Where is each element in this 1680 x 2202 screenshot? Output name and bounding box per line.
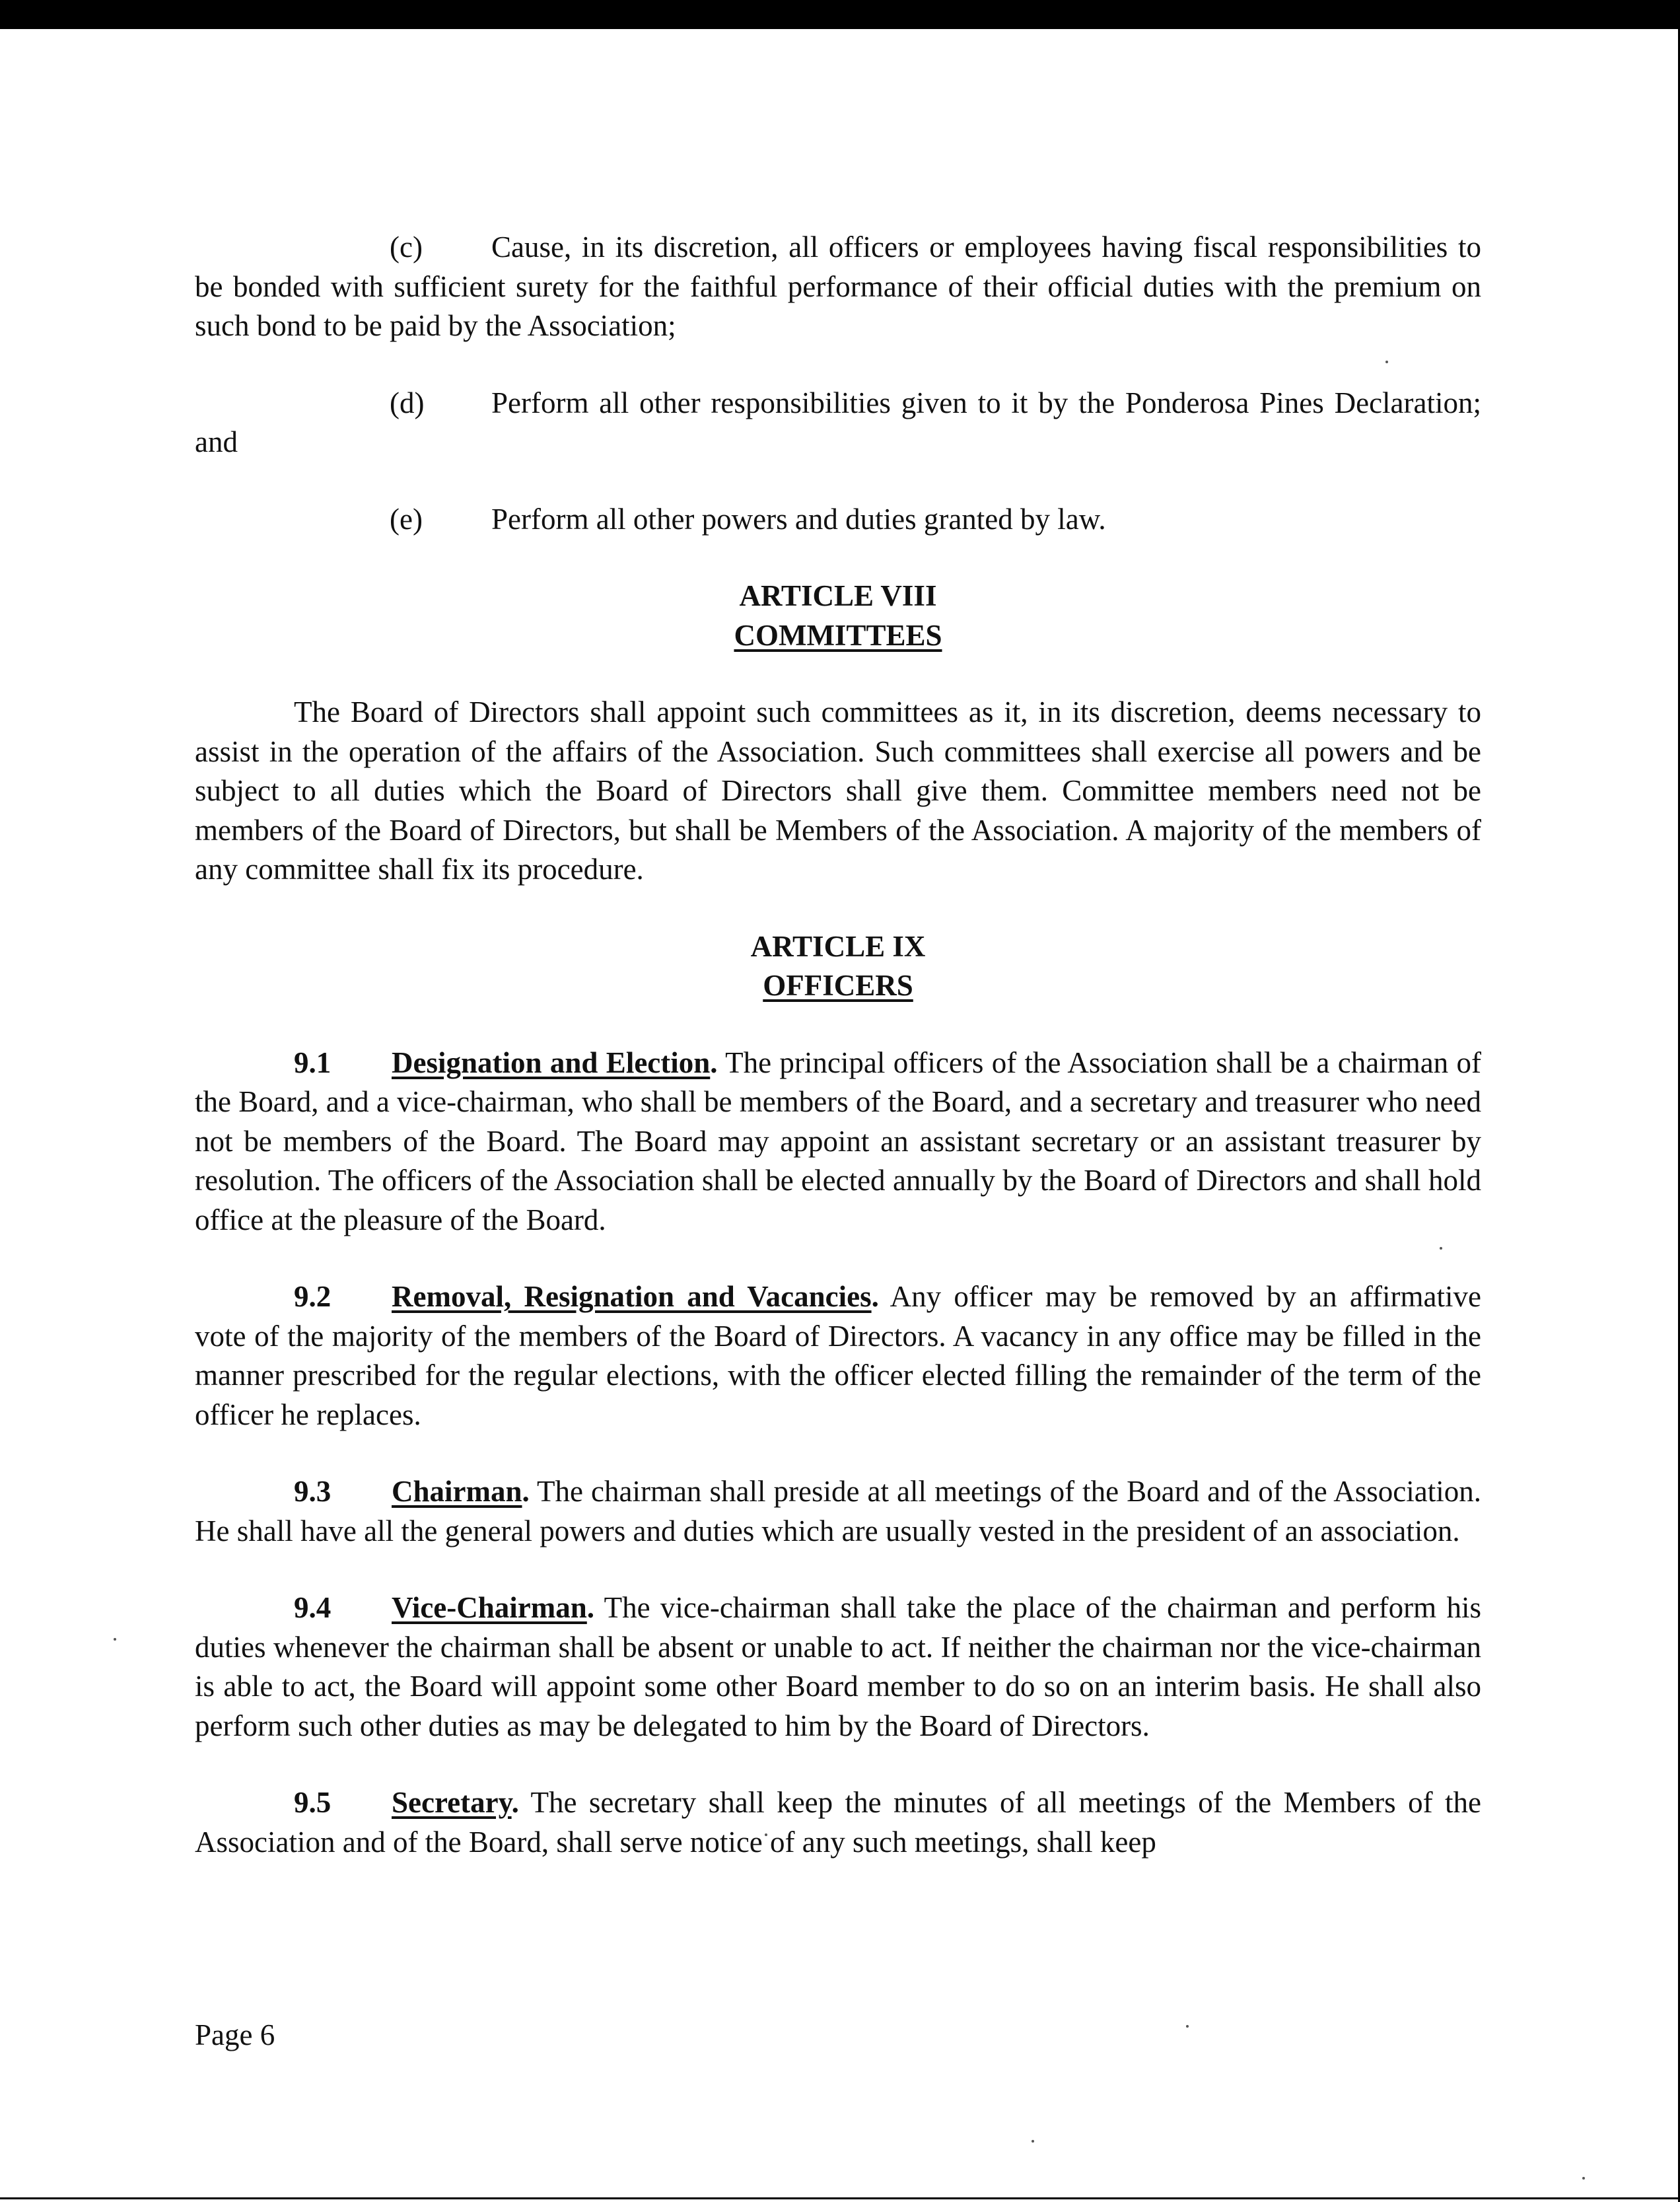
scan-border-top [0,0,1680,29]
section-9-2: 9.2 Removal, Resignation and Vacancies. Any officer may be removed by an affirmative vote of the majority of the members of the Board of Directors. A vacancy in any office may be filled in the manner prescribed for the regular elections, with the officer elected filling the remainder of the term of the officer he replaces. [195,1277,1481,1435]
scan-speck [1032,2140,1034,2143]
section-title: Secretary [392,1786,512,1819]
scan-speck [1582,2177,1585,2180]
section-text: The vice-chairman shall take the place of the chairman and perform his duties whenever the chairman shall be absent or unable to act. If neither the chairman nor the vice-chairman is able to act, the Board will appoint some other Board member to do so on an interim basis. He shall also perform such other duties as may be delegated to him by the Board of Directors. [195,1591,1482,1742]
section-title: Chairman [392,1475,522,1508]
section-text: Any officer may be removed by an affirmative vote of the majority of the members of the Board of Directors. A vacancy in any office may be filled in the manner prescribed for the regular elections, with the officer elected filling the remainder of the term of the officer he replaces. [195,1280,1481,1431]
article-ix-heading [195,927,1481,1006]
section-title: Removal, Resignation and Vacancies [392,1280,872,1313]
section-number: 9.2 [294,1280,332,1313]
item-label: (c) [390,231,423,264]
item-label: (e) [390,502,423,536]
item-text: Perform all other responsibilities given to it by the Ponderosa Pines Declaration; and [195,386,1481,458]
committees-paragraph: The Board of Directors shall appoint such committees as it, in its discretion, deems necessary to assist in the operation of the affairs of the Association. Such committees shall exercise all powers and be subject to all duties which the Board of Directors shall give them. Committee members need not be members of the Board of Directors, but shall be Members of the Association. A majority of the members of any committee shall fix its procedure. [195,695,1481,886]
item-e [195,500,1481,540]
item-d [195,384,1481,462]
scan-speck [1186,2025,1189,2028]
section-text: The chairman shall preside at all meetings of the Board and of the Association. He shall have all the general powers and duties which are usually vested in the president of an association. [195,1475,1482,1547]
section-9-3: 9.3 Chairman. The chairman shall preside at all meetings of the Board and of the Association. He shall have all the general powers and duties which are usually vested in the president of an association. [195,1472,1481,1551]
section-title: Vice-Chairman [392,1591,587,1624]
section-number: 9.4 [294,1591,332,1624]
document-page [195,228,1481,1862]
article-viii-heading [195,577,1481,655]
article-number: ARTICLE IX [750,929,926,963]
scan-speck [114,1638,116,1641]
section-9-1: 9.1 Designation and Election. The principal officers of the Association shall be a chairman of the Board, and a vice-chairman, who shall be members of the Board, and a secretary and treasurer who need not be members of the Board. The Board may appoint an assistant secretary or an assistant treasurer by resolution. The officers of the Association shall be elected annually by the Board of Directors and shall hold office at the pleasure of the Board. [195,1044,1481,1240]
section-9-5: 9.5 Secretary. The secretary shall keep the minutes of all meetings of the Members of the Association and of the Board, shall serve notice of any such meetings, shall keep [195,1783,1481,1862]
article-title: COMMITTEES [734,618,942,652]
section-number: 9.3 [294,1475,332,1508]
article-title: OFFICERS [763,969,913,1002]
item-label: (d) [390,386,425,419]
item-c [195,228,1481,346]
section-text: The secretary shall keep the minutes of all meetings of the Members of the Association and of the Board, shall serve notice of any such meetings, shall keep [195,1786,1482,1859]
section-9-4: 9.4 Vice-Chairman. The vice-chairman shall take the place of the chairman and perform his duties whenever the chairman shall be absent or unable to act. If neither the chairman nor the vice-chairman is able to act, the Board will appoint some other Board member to do so on an interim basis. He shall also perform such other duties as may be delegated to him by the Board of Directors. [195,1588,1481,1746]
section-number: 9.5 [294,1786,332,1819]
scan-border-bottom [0,2197,1680,2199]
item-text: Cause, in its discretion, all officers or employees having fiscal responsibilities to be bonded with sufficient surety for the faithful performance of their official duties with the premium on such bond to be paid by the Association; [195,231,1481,342]
section-title: Designation and Election [392,1046,711,1079]
page-number: Page 6 [195,2018,275,2051]
item-text: Perform all other powers and duties granted by law. [491,502,1106,536]
article-number: ARTICLE VIII [739,579,937,612]
section-number: 9.1 [294,1046,332,1079]
section-text: The principal officers of the Association shall be a chairman of the Board, and a vice-chairman, who shall be members of the Board, and a secretary and treasurer who need not be members of the Board. The Board may appoint an assistant secretary or an assistant treasurer by resolution. The officers of the Association shall be elected annually by the Board of Directors and shall hold office at the pleasure of the Board. [195,1046,1482,1236]
